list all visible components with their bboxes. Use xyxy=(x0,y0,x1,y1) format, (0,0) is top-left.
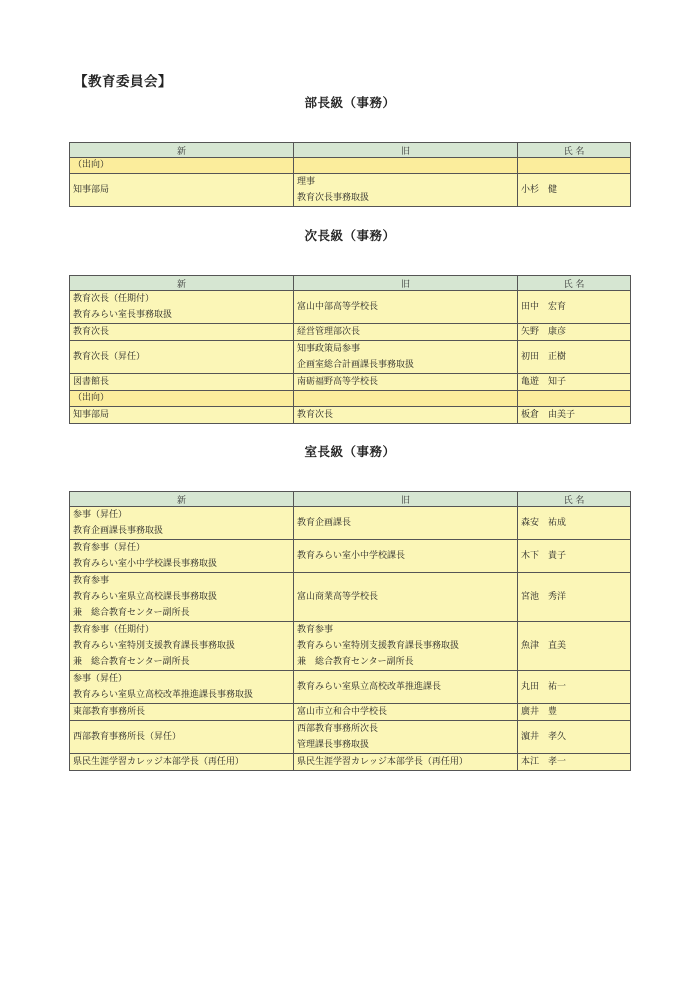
cell-line: 矢野 康彦 xyxy=(521,327,567,337)
cell-old-position xyxy=(294,174,518,207)
cell-name xyxy=(518,507,631,540)
cell-line: 板倉 由美子 xyxy=(521,410,576,420)
cell-old-position xyxy=(294,291,518,324)
cell-old-position xyxy=(294,754,518,771)
cell-line: 本江 孝一 xyxy=(521,757,567,767)
cell-new-position xyxy=(70,174,294,207)
cell-line: 廣井 豊 xyxy=(521,707,558,717)
table-row xyxy=(70,374,631,391)
cell-new-position xyxy=(70,324,294,341)
cell-line: 知事部局 xyxy=(73,185,110,195)
cell-old-position xyxy=(294,540,518,573)
cell-line: 西部教育事務所次長 xyxy=(297,724,379,734)
table-row xyxy=(70,507,631,540)
cell-line: 理事 xyxy=(297,177,316,187)
cell-new-position xyxy=(70,507,294,540)
cell-old-position xyxy=(294,671,518,704)
cell-name xyxy=(518,174,631,207)
cell-name xyxy=(518,540,631,573)
cell-line: 県民生涯学習カレッジ本部学長（再任用） xyxy=(73,757,244,767)
table-row xyxy=(70,573,631,622)
cell-old-position xyxy=(294,507,518,540)
cell-line: 経営管理部次長 xyxy=(297,327,361,337)
cell-line: 教育次長（昇任） xyxy=(73,352,146,362)
cell-line: 教育みらい室県立高校課長事務取扱 xyxy=(73,592,218,602)
cell-line: 参事（昇任） xyxy=(73,510,128,520)
cell-new-position xyxy=(70,721,294,754)
cell-line: 教育次長 xyxy=(73,327,110,337)
cell-name xyxy=(518,374,631,391)
subheader-row xyxy=(70,158,631,174)
cell-old-position xyxy=(294,391,518,407)
table-row xyxy=(70,754,631,771)
cell-line: 知事政策局参事 xyxy=(297,344,361,354)
table-row xyxy=(70,324,631,341)
column-header-name: 氏 名 xyxy=(518,143,631,158)
column-header-name: 氏 名 xyxy=(518,492,631,507)
section-title: 室長級（事務） xyxy=(304,444,396,459)
personnel-table xyxy=(69,142,631,207)
column-header-old: 旧 xyxy=(294,276,518,291)
cell-line: 教育みらい室県立高校改革推進課長 xyxy=(297,682,442,692)
cell-name xyxy=(518,704,631,721)
section-title: 次長級（事務） xyxy=(304,228,396,243)
column-header-new: 新 xyxy=(70,143,294,158)
cell-name xyxy=(518,671,631,704)
cell-old-position xyxy=(294,721,518,754)
column-header-name: 氏 名 xyxy=(518,276,631,291)
personnel-table xyxy=(69,275,631,424)
cell-line: 教育次長事務取扱 xyxy=(297,193,370,203)
cell-new-position xyxy=(70,158,294,174)
cell-line: 教育みらい室長事務取扱 xyxy=(73,310,173,320)
table-row xyxy=(70,407,631,424)
cell-line: 教育みらい室特別支援教育課長事務取扱 xyxy=(73,641,236,651)
cell-line: 企画室総合計画課長事務取扱 xyxy=(297,360,415,370)
cell-line: 西部教育事務所長（昇任） xyxy=(73,732,182,742)
cell-line: 教育企画課長事務取扱 xyxy=(73,526,164,536)
cell-new-position xyxy=(70,540,294,573)
cell-line: （出向） xyxy=(73,393,110,403)
cell-old-position xyxy=(294,573,518,622)
cell-line: 兼 総合教育センター副所長 xyxy=(73,657,190,667)
cell-new-position xyxy=(70,391,294,407)
cell-line: 亀遊 知子 xyxy=(521,377,567,387)
cell-old-position xyxy=(294,341,518,374)
cell-line: （出向） xyxy=(73,160,110,170)
cell-name xyxy=(518,324,631,341)
cell-name xyxy=(518,158,631,174)
cell-line: 富山商業高等学校長 xyxy=(297,592,379,602)
cell-new-position xyxy=(70,671,294,704)
column-header-old: 旧 xyxy=(294,143,518,158)
cell-line: 濵井 孝久 xyxy=(521,732,567,742)
cell-new-position xyxy=(70,754,294,771)
cell-line: 管理課長事務取扱 xyxy=(297,740,370,750)
cell-line: 木下 貴子 xyxy=(521,551,567,561)
cell-name xyxy=(518,291,631,324)
cell-line: 図書館長 xyxy=(73,377,110,387)
cell-name xyxy=(518,391,631,407)
cell-old-position xyxy=(294,622,518,671)
cell-line: 田中 宏育 xyxy=(521,302,567,312)
cell-new-position xyxy=(70,704,294,721)
cell-line: 教育参事（任期付） xyxy=(73,625,155,635)
cell-line: 教育参事（昇任） xyxy=(73,543,146,553)
table-header-row xyxy=(70,143,631,158)
table-row xyxy=(70,721,631,754)
cell-line: 教育みらい室小中学校課長事務取扱 xyxy=(73,559,218,569)
table-row xyxy=(70,704,631,721)
cell-new-position xyxy=(70,374,294,391)
table-row xyxy=(70,341,631,374)
cell-new-position xyxy=(70,573,294,622)
cell-line: 参事（昇任） xyxy=(73,674,128,684)
section-title: 部長級（事務） xyxy=(304,95,396,110)
cell-line: 南砺福野高等学校長 xyxy=(297,377,379,387)
cell-name xyxy=(518,407,631,424)
cell-line: 宮池 秀洋 xyxy=(521,592,567,602)
cell-line: 教育みらい室特別支援教育課長事務取扱 xyxy=(297,641,460,651)
cell-line: 富山市立和合中学校長 xyxy=(297,707,388,717)
cell-old-position xyxy=(294,407,518,424)
table-row xyxy=(70,622,631,671)
table-row xyxy=(70,174,631,207)
cell-line: 教育みらい室県立高校改革推進課長事務取扱 xyxy=(73,690,254,700)
cell-line: 教育次長（任期付） xyxy=(73,294,155,304)
table-row xyxy=(70,540,631,573)
cell-line: 初田 正樹 xyxy=(521,352,567,362)
cell-name xyxy=(518,754,631,771)
cell-line: 小杉 健 xyxy=(521,185,558,195)
cell-line: 知事部局 xyxy=(73,410,110,420)
cell-old-position xyxy=(294,158,518,174)
organization-title: 【教育委員会】 xyxy=(74,74,172,90)
cell-line: 兼 総合教育センター副所長 xyxy=(73,608,190,618)
cell-old-position xyxy=(294,374,518,391)
column-header-old: 旧 xyxy=(294,492,518,507)
column-header-new: 新 xyxy=(70,276,294,291)
cell-line: 富山中部高等学校長 xyxy=(297,302,379,312)
cell-old-position xyxy=(294,704,518,721)
cell-new-position xyxy=(70,407,294,424)
cell-name xyxy=(518,721,631,754)
table-row xyxy=(70,671,631,704)
table-row xyxy=(70,291,631,324)
cell-line: 森安 祐成 xyxy=(521,518,567,528)
cell-line: 東部教育事務所長 xyxy=(73,707,146,717)
cell-line: 教育みらい室小中学校課長 xyxy=(297,551,406,561)
cell-new-position xyxy=(70,622,294,671)
cell-line: 教育次長 xyxy=(297,410,334,420)
cell-line: 兼 総合教育センター副所長 xyxy=(297,657,414,667)
cell-name xyxy=(518,573,631,622)
cell-line: 教育参事 xyxy=(73,576,110,586)
cell-name xyxy=(518,622,631,671)
table-header-row xyxy=(70,492,631,507)
cell-new-position xyxy=(70,341,294,374)
cell-line: 県民生涯学習カレッジ本部学長（再任用） xyxy=(297,757,468,767)
cell-new-position xyxy=(70,291,294,324)
column-header-new: 新 xyxy=(70,492,294,507)
cell-line: 教育企画課長 xyxy=(297,518,352,528)
cell-name xyxy=(518,341,631,374)
personnel-table xyxy=(69,491,631,771)
cell-line: 丸田 祐一 xyxy=(521,682,567,692)
table-header-row xyxy=(70,276,631,291)
cell-old-position xyxy=(294,324,518,341)
cell-line: 魚津 直美 xyxy=(521,641,567,651)
cell-line: 教育参事 xyxy=(297,625,334,635)
subheader-row xyxy=(70,391,631,407)
